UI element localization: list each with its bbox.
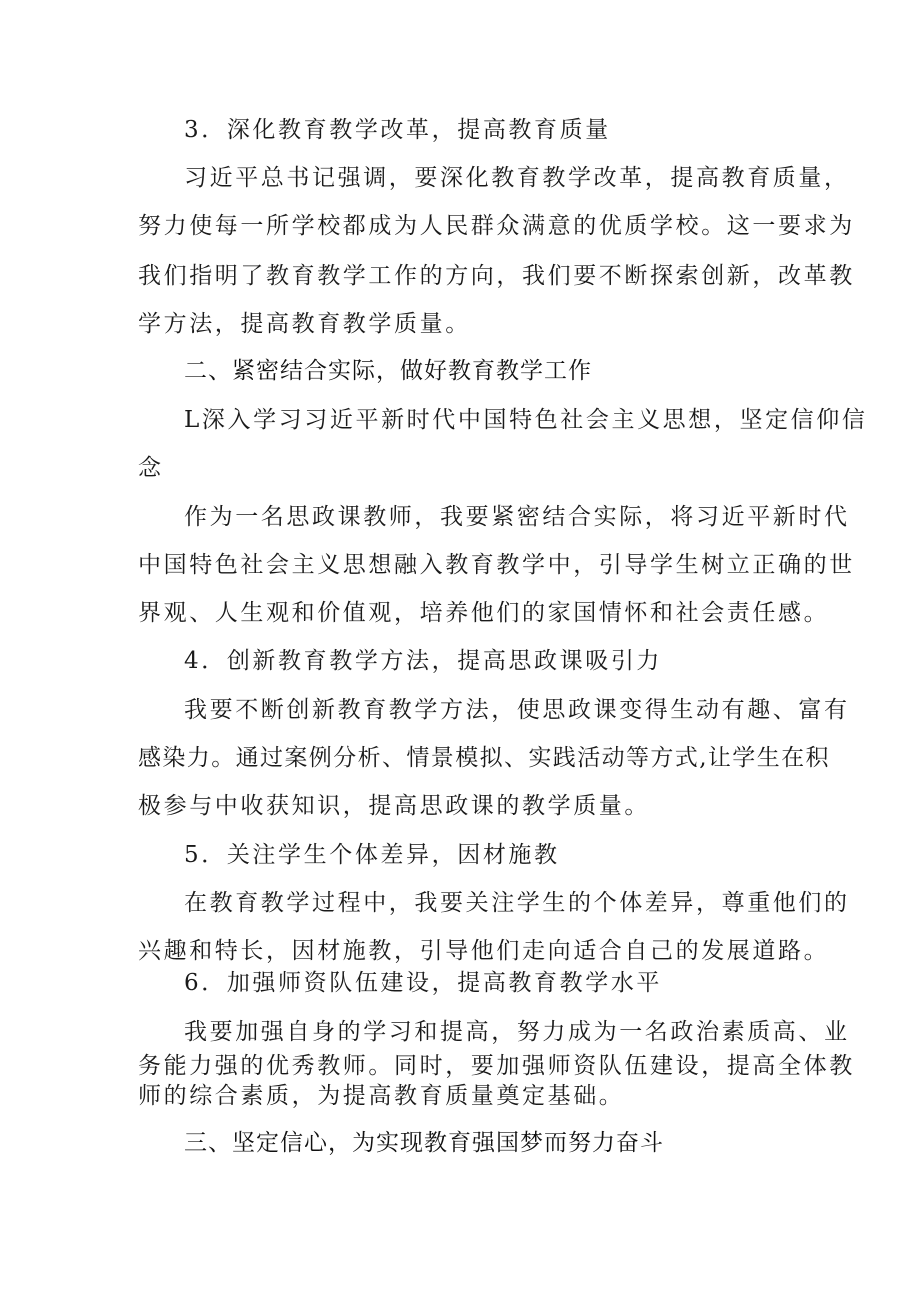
paragraph-line: 中国特色社会主义思想融入教育教学中，引导学生树立正确的世 <box>138 552 855 578</box>
paragraph-line: 极参与中收获知识，提高思政课的教学质量。 <box>138 793 650 819</box>
paragraph-line: 作为一名思政课教师，我要紧密结合实际，将习近平新时代 <box>184 504 850 530</box>
paragraph-line: L深入学习习近平新时代中国特色社会主义思想，坚定信仰信 <box>184 407 868 433</box>
paragraph-line: 务能力强的优秀教师。同时，要加强师资队伍建设，提高全体教 <box>138 1053 855 1079</box>
paragraph-line: 我要不断创新教育教学方法，使思政课变得生动有趣、富有 <box>184 697 850 723</box>
paragraph-line: 我们指明了教育教学工作的方向，我们要不断探索创新，改革教 <box>138 263 855 289</box>
paragraph-line: 感染力。通过案例分析、情景模拟、实践活动等方式,让学生在积 <box>138 745 830 771</box>
subsection-title-5: 5．关注学生个体差异，因材施教 <box>184 842 560 868</box>
section-heading-3: 三、坚定信心，为实现教育强国梦而努力奋斗 <box>184 1130 664 1156</box>
paragraph-line: 我要加强自身的学习和提高，努力成为一名政治素质高、业 <box>184 1019 850 1045</box>
paragraph-line: 念 <box>138 455 164 481</box>
subsection-title-3: 3．深化教育教学改革，提高教育质量 <box>184 117 611 143</box>
paragraph-line: 努力使每一所学校都成为人民群众满意的优质学校。这一要求为 <box>138 213 855 239</box>
paragraph-line: 界观、人生观和价值观，培养他们的家国情怀和社会责任感。 <box>138 600 830 626</box>
paragraph-line: 习近平总书记强调，要深化教育教学改革，提高教育质量， <box>184 165 850 191</box>
paragraph-line: 兴趣和特长，因材施教，引导他们走向适合自己的发展道路。 <box>138 938 830 964</box>
section-heading-2: 二、紧密结合实际，做好教育教学工作 <box>184 358 592 384</box>
paragraph-line: 学方法，提高教育教学质量。 <box>138 311 471 337</box>
paragraph-line: 在教育教学过程中，我要关注学生的个体差异，尊重他们的 <box>184 890 850 916</box>
subsection-title-4: 4．创新教育教学方法，提高思政课吸引力 <box>184 648 663 674</box>
paragraph-line: 师的综合素质，为提高教育质量奠定基础。 <box>138 1083 625 1109</box>
subsection-title-6: 6．加强师资队伍建设，提高教育教学水平 <box>184 970 663 996</box>
